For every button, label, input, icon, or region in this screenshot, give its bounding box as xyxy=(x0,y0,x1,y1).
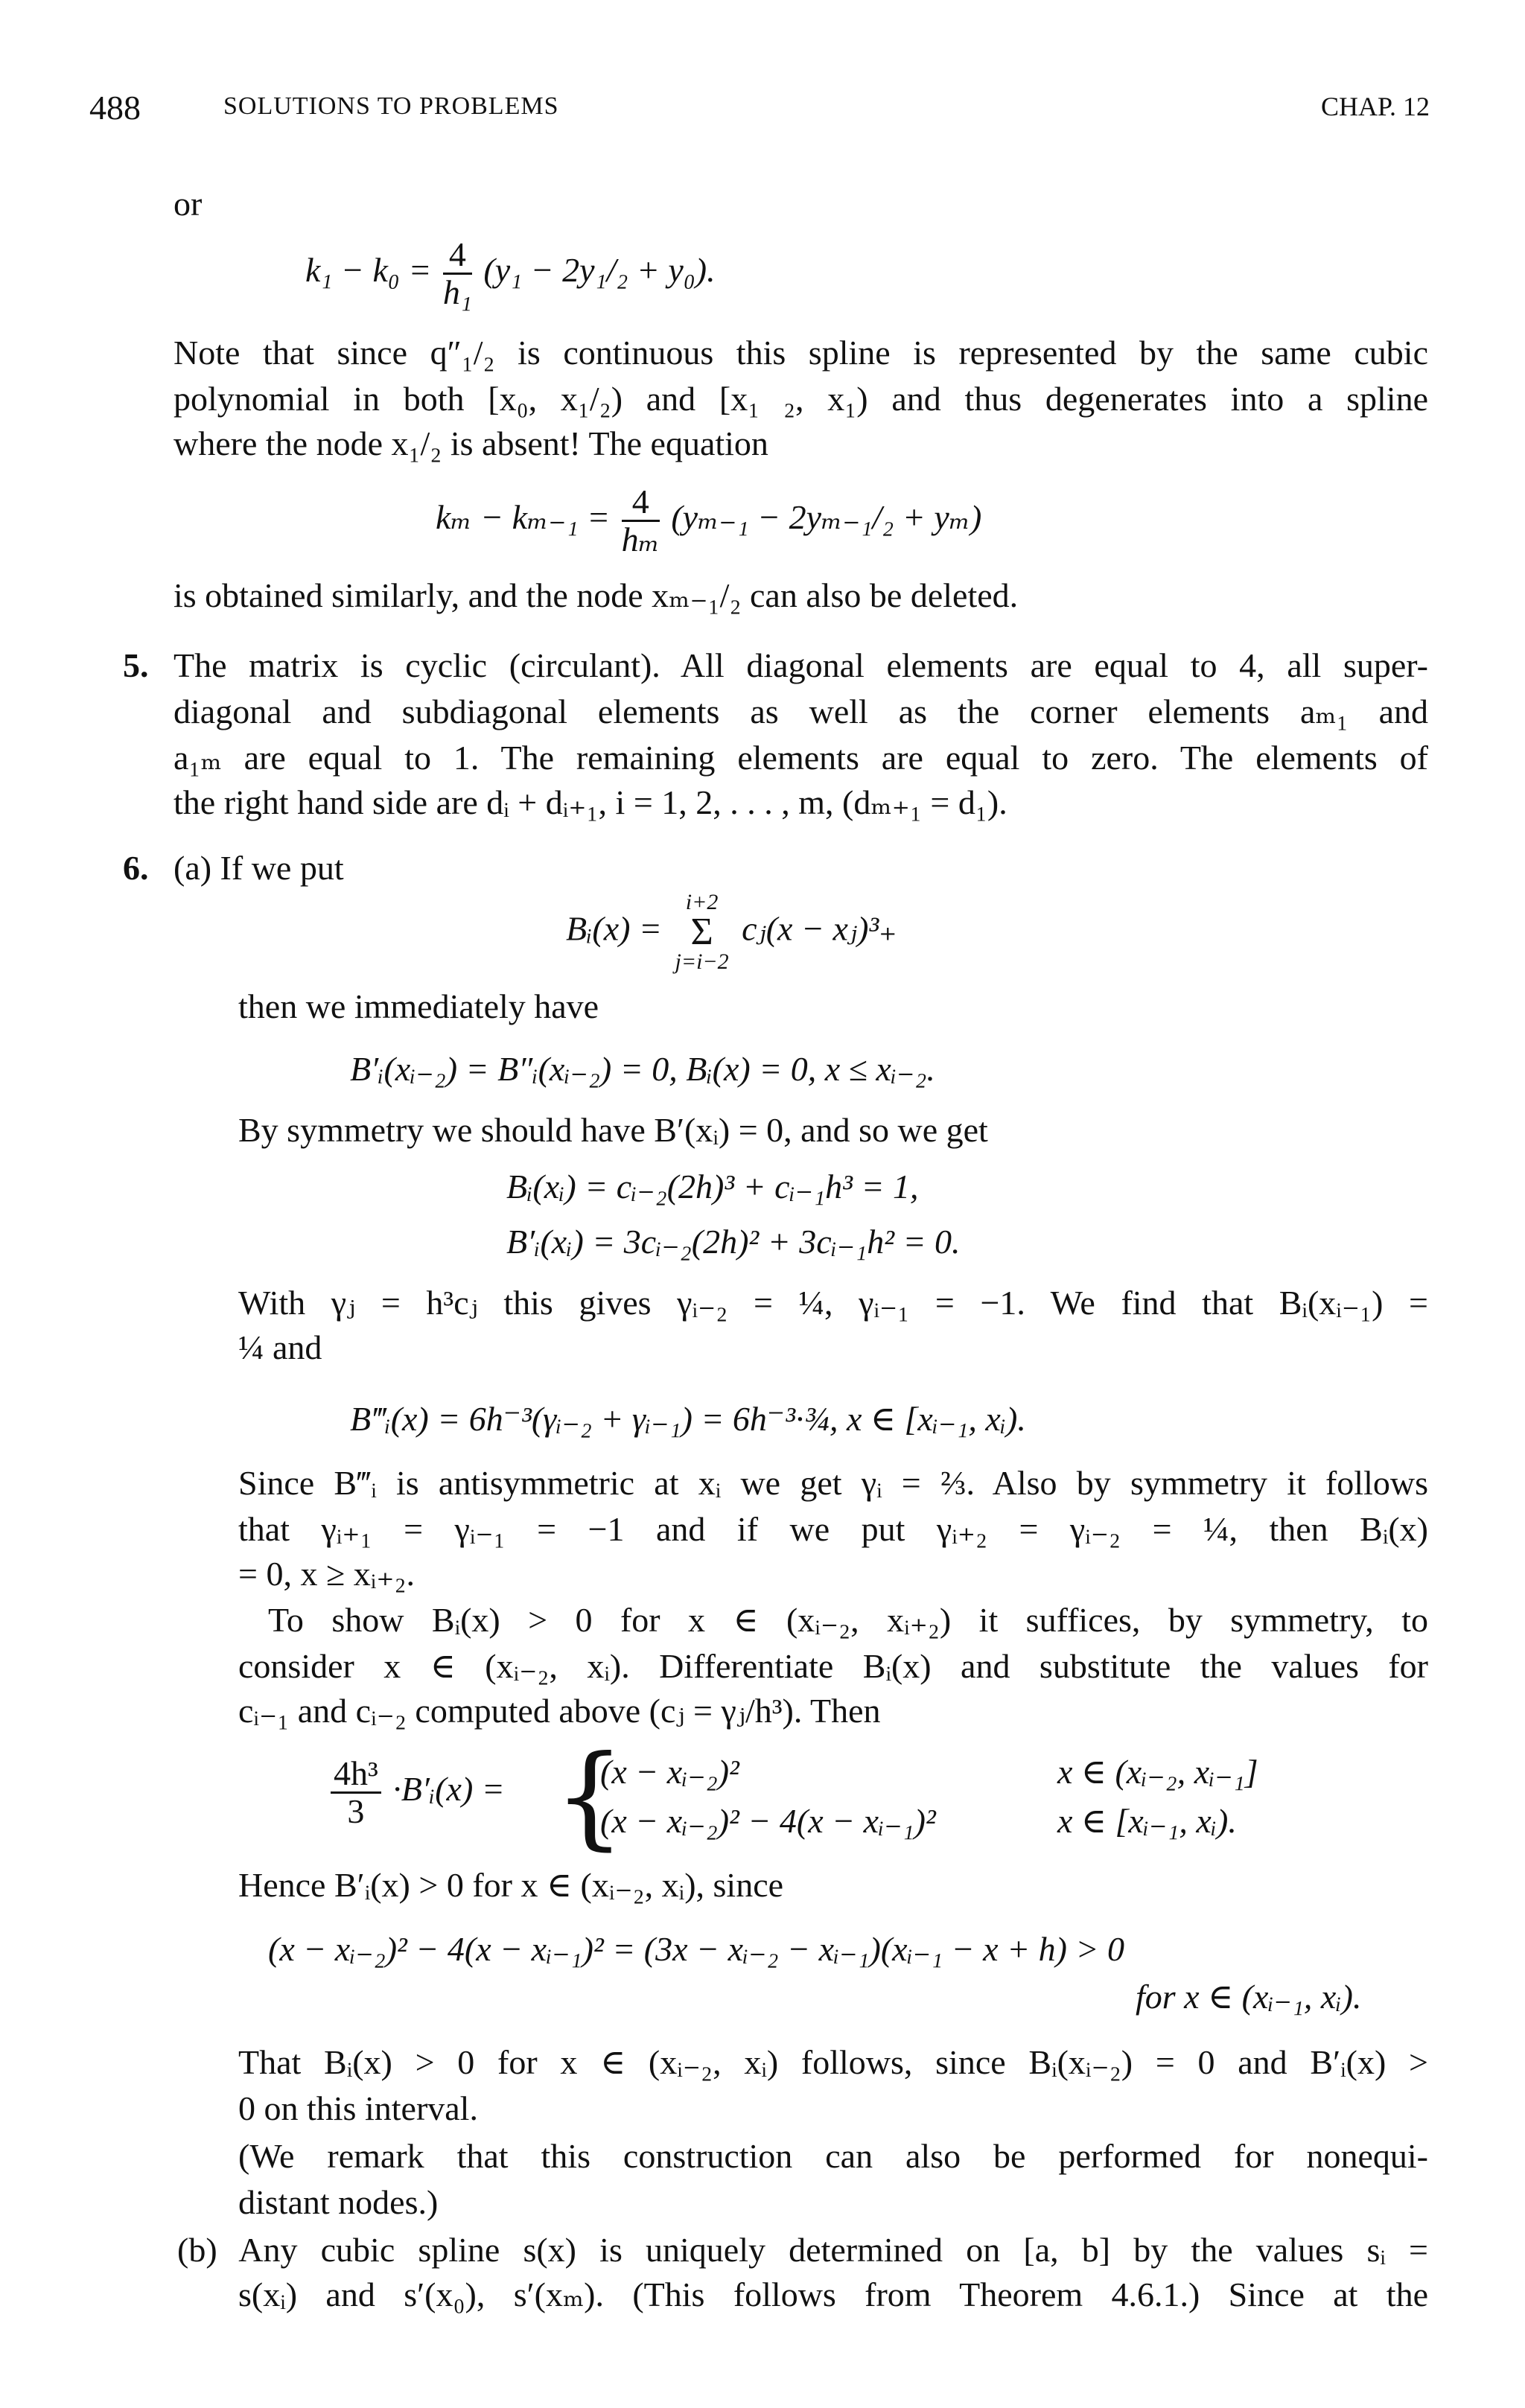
item6a-label: (a) If we put xyxy=(173,849,344,887)
item6-line: consider x ∈ (xᵢ₋₂, xᵢ). Differentiate Bᵢ(x) and substitute the values for xyxy=(238,1647,1428,1685)
item6-line: (We remark that this construction can also be performed for nonequi- xyxy=(238,2137,1428,2175)
paragraph-line: is obtained similarly, and the node xₘ₋₁/₂ can also be deleted. xyxy=(173,576,1019,614)
equation-piecewise-derivative xyxy=(328,1756,505,1829)
item6-line: then we immediately have xyxy=(238,987,599,1025)
item5-line: the right hand side are dᵢ + dᵢ₊₁, i = 1, 2, . . . , m, (dₘ₊₁ = d₁). xyxy=(173,783,1007,821)
equation-third-derivative: B‴ᵢ(x) = 6h⁻³(γᵢ₋₂ + γᵢ₋₁) = 6h⁻³·¾, x ∈ [xᵢ₋₁, xᵢ). xyxy=(350,1400,1026,1438)
eq1-denominator: h₁ xyxy=(442,273,472,311)
eq2-fraction xyxy=(622,484,660,558)
item6-line: With γⱼ = h³cⱼ this gives γᵢ₋₂ = ¼, γᵢ₋₁ = −1. We find that Bᵢ(xᵢ₋₁) = xyxy=(238,1284,1428,1322)
eq1-rhs: (y₁ − 2y₁/₂ + y₀). xyxy=(483,251,716,290)
item6-line: That Bᵢ(x) > 0 for x ∈ (xᵢ₋₂, xᵢ) follows, since Bᵢ(xᵢ₋₂) = 0 and B′ᵢ(x) > xyxy=(238,2043,1428,2081)
eq7-numerator: 4h³ xyxy=(331,1756,381,1794)
item6-line: 0 on this interval. xyxy=(238,2089,478,2127)
eq7-fraction xyxy=(331,1756,381,1829)
item6-line: cᵢ₋₁ and cᵢ₋₂ computed above (cⱼ = γⱼ/h³). Then xyxy=(238,1692,881,1730)
item6-line: = 0, x ≥ xᵢ₊₂. xyxy=(238,1555,416,1593)
equation-boundary: B′ᵢ(xᵢ₋₂) = B″ᵢ(xᵢ₋₂) = 0, Bᵢ(x) = 0, x ≤ xᵢ₋₂. xyxy=(350,1050,935,1088)
equation-bi-prime-xi: B′ᵢ(xᵢ) = 3cᵢ₋₂(2h)² + 3cᵢ₋₁h² = 0. xyxy=(506,1223,961,1261)
item5-line: The matrix is cyclic (circulant). All diagonal elements are equal to 4, all super- xyxy=(173,646,1428,684)
sum-lower-limit: j=i−2 xyxy=(675,949,729,974)
eq7-denominator: 3 xyxy=(347,1792,365,1830)
eq3-rhs: cⱼ(x − xⱼ)³₊ xyxy=(742,909,897,948)
chapter-label: CHAP. 12 xyxy=(1320,92,1430,121)
item6-line: distant nodes.) xyxy=(238,2183,439,2221)
paragraph-line: where the node x₁/₂ is absent! The equation xyxy=(173,424,768,462)
item-number-6: 6. xyxy=(123,849,149,887)
item6-line: Since B‴ᵢ is antisymmetric at xᵢ we get γᵢ = ⅔. Also by symmetry it follows xyxy=(238,1464,1428,1502)
running-title: SOLUTIONS TO PROBLEMS xyxy=(223,92,559,120)
item5-line: diagonal and subdiagonal elements as well as the corner elements aₘ₁ and xyxy=(173,692,1428,730)
eq3-lhs: Bᵢ(x) = xyxy=(566,909,662,948)
page-number: 488 xyxy=(89,89,141,127)
item5-line: a₁ₘ are equal to 1. The remaining elements are equal to zero. The elements of xyxy=(173,739,1428,777)
left-brace: { xyxy=(554,1732,625,1861)
summation xyxy=(675,891,728,974)
eq7-case1-condition: x ∈ (xᵢ₋₂, xᵢ₋₁] xyxy=(1057,1753,1258,1791)
eq2-lhs: kₘ − kₘ₋₁ = xyxy=(436,498,611,537)
equation-bspline-sum xyxy=(566,891,897,974)
item6-line: that γᵢ₊₁ = γᵢ₋₁ = −1 and if we put γᵢ₊₂ = γᵢ₋₂ = ¼, then Bᵢ(x) xyxy=(238,1510,1428,1548)
item-number-5: 5. xyxy=(123,646,149,684)
eq1-lhs: k₁ − k₀ = xyxy=(305,251,432,290)
equation-k1-k0 xyxy=(305,237,716,310)
eq2-denominator: hₘ xyxy=(621,520,660,558)
sum-upper-limit: i+2 xyxy=(685,890,719,914)
item6-line: Hence B′ᵢ(x) > 0 for x ∈ (xᵢ₋₂, xᵢ), since xyxy=(238,1866,784,1904)
page-header xyxy=(89,88,1430,133)
paragraph-line: polynomial in both [x₀, x₁/₂) and [x₁ ₂, x₁) and thus degenerates into a spline xyxy=(173,380,1428,418)
sigma-symbol: Σ xyxy=(690,911,713,953)
eq2-numerator: 4 xyxy=(622,484,660,522)
item6-line: To show Bᵢ(x) > 0 for x ∈ (xᵢ₋₂, xᵢ₊₂) it suffices, by symmetry, to xyxy=(268,1601,1428,1639)
equation-km xyxy=(436,484,981,558)
eq7-case2-condition: x ∈ [xᵢ₋₁, xᵢ). xyxy=(1057,1802,1237,1840)
eq7-case1: (x − xᵢ₋₂)² xyxy=(600,1753,739,1791)
item6b-line: s(xᵢ) and s′(x₀), s′(xₘ). (This follows from Theorem 4.6.1.) Since at the xyxy=(238,2275,1428,2313)
equation-factorization-domain: for x ∈ (xᵢ₋₁, xᵢ). xyxy=(1136,1978,1362,2016)
item6-line: ¼ and xyxy=(238,1328,322,1366)
item6-line: By symmetry we should have B′(xᵢ) = 0, and so we get xyxy=(238,1111,988,1149)
item6b-line: (b) Any cubic spline s(x) is uniquely determined on [a, b] by the values sᵢ = xyxy=(177,2231,1428,2269)
text-or: or xyxy=(173,185,203,223)
equation-factorization: (x − xᵢ₋₂)² − 4(x − xᵢ₋₁)² = (3x − xᵢ₋₂ − xᵢ₋₁)(xᵢ₋₁ − x + h) > 0 xyxy=(268,1930,1124,1968)
eq1-fraction xyxy=(443,237,472,310)
eq7-case2: (x − xᵢ₋₂)² − 4(x − xᵢ₋₁)² xyxy=(600,1802,936,1840)
paragraph-line: Note that since q″₁/₂ is continuous this spline is represented by the same cubic xyxy=(173,334,1428,372)
eq2-rhs: (yₘ₋₁ − 2yₘ₋₁/₂ + yₘ) xyxy=(671,498,982,537)
equation-bi-xi: Bᵢ(xᵢ) = cᵢ₋₂(2h)³ + cᵢ₋₁h³ = 1, xyxy=(506,1168,919,1205)
eq1-numerator: 4 xyxy=(443,237,472,275)
eq7-lhs: ·B′ᵢ(x) = xyxy=(392,1770,505,1809)
